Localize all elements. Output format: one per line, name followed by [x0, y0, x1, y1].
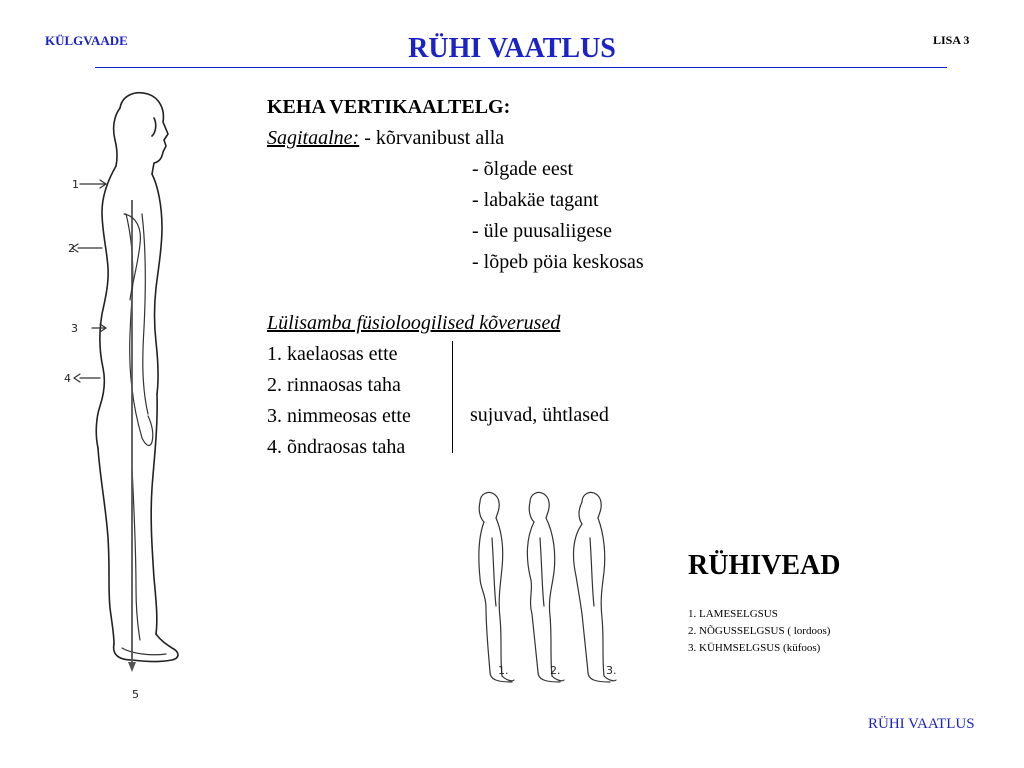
appendix-label: LISA 3 — [933, 33, 970, 47]
sagittal-label: Sagitaalne: — [267, 127, 360, 149]
figure-label-3: 3. — [606, 664, 617, 677]
footer-label: RÜHI VAATLUS — [868, 716, 975, 732]
marker-2: 2 — [68, 242, 75, 255]
curves-note: sujuvad, ühtlased — [470, 404, 609, 426]
posture-defect-item: 3. KÜHMSELGSUS (küfoos) — [688, 642, 821, 654]
page-title: RÜHI VAATLUS — [408, 33, 616, 64]
side-view-body-figure — [62, 88, 202, 703]
marker-5: 5 — [132, 688, 139, 701]
spine-curve-item: 2. rinnaosas taha — [267, 374, 401, 396]
sagittal-item: - kõrvanibust alla — [364, 127, 505, 149]
corner-label-side-view: KÜLGVAADE — [45, 33, 128, 48]
marker-1: 1 — [72, 178, 79, 191]
spine-curve-item: 3. nimmeosas ette — [267, 405, 411, 427]
posture-defect-item: 1. LAMESELGSUS — [688, 608, 778, 620]
curves-bracket — [452, 341, 453, 453]
posture-defects-heading: RÜHIVEAD — [688, 550, 841, 581]
figure-label-2: 2. — [550, 664, 561, 677]
spine-curve-item: 1. kaelaosas ette — [267, 343, 398, 365]
sagittal-item: - õlgade eest — [472, 158, 574, 180]
sagittal-item: - üle puusaliigese — [472, 220, 612, 242]
sagittal-line — [267, 123, 504, 154]
sagittal-item: - lõpeb pöia keskosas — [472, 251, 644, 273]
title-underline — [95, 67, 947, 68]
sagittal-item: - labakäe tagant — [472, 189, 599, 211]
posture-defect-figures — [468, 488, 628, 693]
spine-curves-heading: Lülisamba füsioloogilised kõverused — [267, 312, 561, 334]
spine-curve-item: 4. õndraosas taha — [267, 436, 406, 458]
posture-defect-item: 2. NÕGUSSELGSUS ( lordoos) — [688, 625, 831, 637]
vertical-axis-heading: KEHA VERTIKAALTELG: — [267, 96, 511, 118]
figure-label-1: 1. — [498, 664, 509, 677]
marker-3: 3 — [71, 322, 78, 335]
marker-4: 4 — [64, 372, 71, 385]
